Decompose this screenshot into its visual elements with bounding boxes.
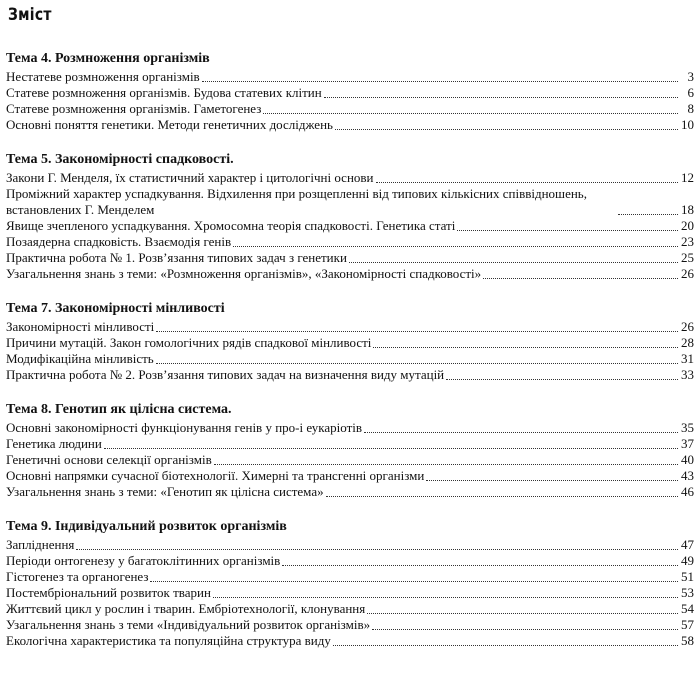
toc-entry-label: Нестатеве розмноження організмів <box>6 69 200 84</box>
toc-entry[interactable] <box>6 335 694 351</box>
toc-page-number: 33 <box>681 367 694 382</box>
toc-entry[interactable] <box>6 420 694 436</box>
toc-entry-label: Основні напрямки сучасної біотехнології. Химерні та трансгенні організми <box>6 468 425 483</box>
toc-entry-label: Запліднення <box>6 537 75 552</box>
toc-page-number: 58 <box>681 633 694 648</box>
toc-entry-label: Практична робота № 1. Розв’язання типових задач з генетики <box>6 250 347 265</box>
toc-entry-label: Модифікаційна мінливість <box>6 351 154 366</box>
dot-leader <box>282 565 678 566</box>
section-title: Тема 4. Розмноження організмів <box>6 51 210 66</box>
dot-leader <box>104 448 678 449</box>
toc-entry-label: Статеве розмноження організмів. Будова статевих клітин <box>6 85 322 100</box>
toc-entry[interactable] <box>6 367 694 383</box>
dot-leader <box>150 581 678 582</box>
dot-leader <box>483 278 678 279</box>
toc-entry[interactable] <box>6 186 694 218</box>
toc-entry[interactable] <box>6 117 694 133</box>
dot-leader <box>213 597 678 598</box>
toc-page-number: 57 <box>681 617 694 632</box>
toc-entry-label: Позаядерна спадковість. Взаємодія генів <box>6 234 232 249</box>
toc-entry-label: Закони Г. Менделя, їх статистичний характер і цитологічні основи <box>6 170 374 185</box>
toc-entry[interactable] <box>6 266 694 282</box>
toc-page-number: 10 <box>681 117 694 132</box>
toc-entry-label: Явище зчепленого успадкування. Хромосомна теорія спадковості. Генетика статі <box>6 218 456 233</box>
toc-entry-label: Генетичні основи селекції організмів <box>6 452 212 467</box>
dot-leader <box>457 230 678 231</box>
toc-page-number: 8 <box>687 101 694 116</box>
toc-entry[interactable] <box>6 468 694 484</box>
toc-entry[interactable] <box>6 250 694 266</box>
section-title: Тема 8. Генотип як цілісна система. <box>6 402 232 417</box>
toc-entry-label: Причини мутацій. Закон гомологічних рядів спадкової мінливості <box>6 335 372 350</box>
section-title: Тема 7. Закономірності мінливості <box>6 301 225 316</box>
toc-entry[interactable] <box>6 85 694 101</box>
toc-entry-label: Узагальнення знань з теми: «Розмноження організмів», «Закономірності спадковості» <box>6 266 482 281</box>
dot-leader <box>156 363 678 364</box>
toc-page-number: 26 <box>681 266 694 281</box>
toc-page-number: 12 <box>681 170 694 185</box>
dot-leader <box>233 246 678 247</box>
toc-entry[interactable] <box>6 617 694 633</box>
dot-leader <box>364 432 678 433</box>
toc-entry-label: Екологічна характеристика та популяційна структура виду <box>6 633 331 648</box>
dot-leader <box>376 182 679 183</box>
toc-page-number: 3 <box>687 69 694 84</box>
dot-leader <box>202 81 678 82</box>
dot-leader <box>324 97 678 98</box>
toc-entry[interactable] <box>6 601 694 617</box>
toc-entry-label: Гістогенез та органогенез <box>6 569 149 584</box>
toc-section <box>6 518 694 649</box>
toc-page-number: 23 <box>681 234 694 249</box>
dot-leader <box>333 645 678 646</box>
toc-entry-label: Періоди онтогенезу у багатоклітинних організмів <box>6 553 281 568</box>
dot-leader <box>263 113 678 114</box>
toc-page-number: 40 <box>681 452 694 467</box>
toc-entry-label: Статеве розмноження організмів. Гаметогенез <box>6 101 262 116</box>
toc-page-number: 6 <box>687 85 694 100</box>
toc-page-number: 46 <box>681 484 694 499</box>
toc-entry-label: Узагальнення знань з теми: «Генотип як цілісна система» <box>6 484 324 499</box>
section-title: Тема 9. Індивідуальний розвиток організмів <box>6 519 287 534</box>
toc-entry-label: Генетика людини <box>6 436 102 451</box>
toc-section <box>6 300 694 383</box>
toc-entry-label: Основні закономірності функціонування генів у про-і еукаріотів <box>6 420 363 435</box>
toc-section <box>6 401 694 500</box>
toc-entry-label: Практична робота № 2. Розв’язання типових задач на визначення виду мутацій <box>6 367 445 382</box>
toc-page-number: 28 <box>681 335 694 350</box>
toc-entry-label: Проміжний характер успадкування. Відхилення при розщепленні від типових кількісних співвідношень, встановлених Г. Менделем <box>6 186 587 217</box>
toc-entry-label: Життєвий цикл у рослин і тварин. Ембріотехнології, клонування <box>6 601 366 616</box>
toc-page-number: 31 <box>681 351 694 366</box>
dot-leader <box>372 629 678 630</box>
toc-page-number: 35 <box>681 420 694 435</box>
toc-entry-label: Постембріональний розвиток тварин <box>6 585 211 600</box>
toc-entry[interactable] <box>6 319 694 335</box>
toc-entry[interactable] <box>6 436 694 452</box>
toc-section <box>6 151 694 282</box>
dot-leader <box>214 464 678 465</box>
toc-entry[interactable] <box>6 484 694 500</box>
toc-entry[interactable] <box>6 537 694 553</box>
toc-page-number: 53 <box>681 585 694 600</box>
toc-page-number: 26 <box>681 319 694 334</box>
toc-page-number: 43 <box>681 468 694 483</box>
dot-leader <box>156 331 678 332</box>
dot-leader <box>326 496 678 497</box>
toc-entry-label: Закономірності мінливості <box>6 319 155 334</box>
toc-page-number: 37 <box>681 436 694 451</box>
dot-leader <box>335 129 678 130</box>
toc-page-number: 18 <box>681 202 694 217</box>
dot-leader <box>446 379 678 380</box>
section-title: Тема 5. Закономірності спадковості. <box>6 152 234 167</box>
toc-page-number: 54 <box>681 601 694 616</box>
toc-entry[interactable] <box>6 553 694 569</box>
dot-leader <box>367 613 678 614</box>
toc-entry-label: Узагальнення знань з теми «Індивідуальний розвиток організмів» <box>6 617 371 632</box>
toc-entry[interactable] <box>6 633 694 649</box>
toc-page-number: 49 <box>681 553 694 568</box>
dot-leader <box>349 262 678 263</box>
toc-entry[interactable] <box>6 234 694 250</box>
dot-leader <box>76 549 678 550</box>
dot-leader <box>373 347 678 348</box>
dot-leader <box>426 480 678 481</box>
toc-entry[interactable] <box>6 170 694 186</box>
toc-entry[interactable] <box>6 569 694 585</box>
toc-entry[interactable] <box>6 452 694 468</box>
toc-entry[interactable] <box>6 69 694 85</box>
toc-page-number: 20 <box>681 218 694 233</box>
page-title: Зміст <box>8 5 52 25</box>
toc-entry[interactable] <box>6 218 694 234</box>
toc-page-number: 25 <box>681 250 694 265</box>
dot-leader <box>618 214 678 215</box>
toc-entry[interactable] <box>6 351 694 367</box>
toc-entry[interactable] <box>6 101 694 117</box>
toc-list <box>6 50 694 649</box>
toc-page-number: 51 <box>681 569 694 584</box>
toc-page-number: 47 <box>681 537 694 552</box>
toc-entry[interactable] <box>6 585 694 601</box>
toc-entry-label: Основні поняття генетики. Методи генетичних досліджень <box>6 117 333 132</box>
toc-section <box>6 50 694 133</box>
